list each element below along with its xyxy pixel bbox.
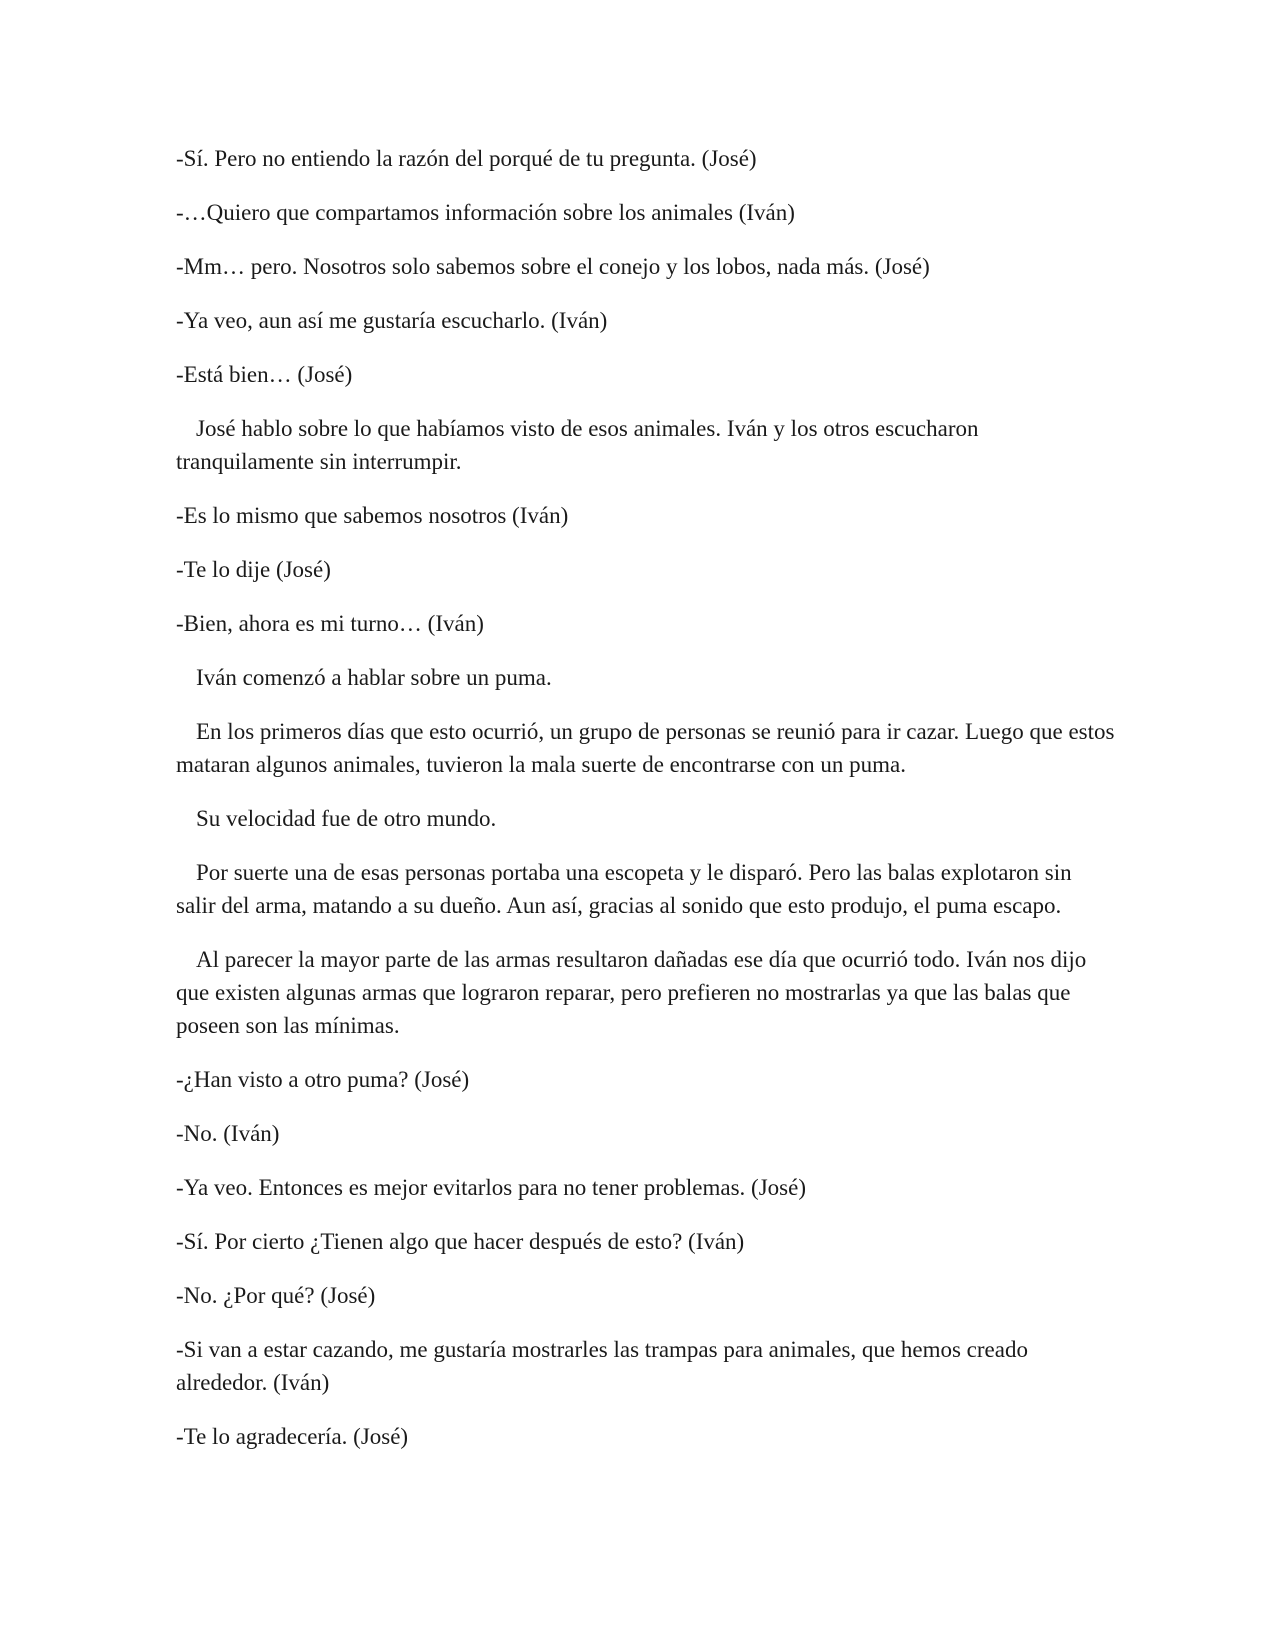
narrative-paragraph: Por suerte una de esas personas portaba una escopeta y le disparó. Pero las balas explotaron sin salir del arma, matando a su dueño. Aun así, gracias al sonido que esto produjo, el puma escapo. [176, 860, 1072, 918]
dialogue-line: -…Quiero que compartamos información sobre los animales (Iván) [176, 200, 795, 225]
narrative-paragraph: Iván comenzó a hablar sobre un puma. [196, 665, 552, 690]
dialogue-line: -Está bien… (José) [176, 362, 353, 387]
dialogue-line: -No. ¿Por qué? (José) [176, 1283, 376, 1308]
dialogue-line: -Ya veo, aun así me gustaría escucharlo. (Iván) [176, 308, 608, 333]
narrative-paragraph: Al parecer la mayor parte de las armas resultaron dañadas ese día que ocurrió todo. Iván nos dijo que existen algunas armas que lograron reparar, pero prefieren no mostrarlas ya que las balas que poseen son las mínimas. [176, 947, 1087, 1038]
narrative-paragraph: En los primeros días que esto ocurrió, un grupo de personas se reunió para ir cazar. Luego que estos mataran algunos animales, tuvieron la mala suerte de encontrarse con un puma. [176, 719, 1115, 777]
dialogue-line: -Ya veo. Entonces es mejor evitarlos para no tener problemas. (José) [176, 1175, 806, 1200]
dialogue-line: -Es lo mismo que sabemos nosotros (Iván) [176, 503, 569, 528]
dialogue-line: -Te lo dije (José) [176, 557, 331, 582]
dialogue-line: -Te lo agradecería. (José) [176, 1424, 409, 1449]
dialogue-line: -Sí. Por cierto ¿Tienen algo que hacer después de esto? (Iván) [176, 1229, 745, 1254]
dialogue-line: -Sí. Pero no entiendo la razón del porqué de tu pregunta. (José) [176, 146, 757, 171]
narrative-paragraph: Su velocidad fue de otro mundo. [196, 806, 497, 831]
narrative-paragraph: José hablo sobre lo que habíamos visto de esos animales. Iván y los otros escucharon tranquilamente sin interrumpir. [176, 416, 979, 474]
dialogue-line: -¿Han visto a otro puma? (José) [176, 1067, 470, 1092]
document-body [176, 142, 1116, 1474]
dialogue-line: -Bien, ahora es mi turno… (Iván) [176, 611, 484, 636]
dialogue-line: -Mm… pero. Nosotros solo sabemos sobre el conejo y los lobos, nada más. (José) [176, 254, 930, 279]
dialogue-line: -No. (Iván) [176, 1121, 280, 1146]
dialogue-line: -Si van a estar cazando, me gustaría mostrarles las trampas para animales, que hemos creado alrededor. (Iván) [176, 1337, 1028, 1395]
